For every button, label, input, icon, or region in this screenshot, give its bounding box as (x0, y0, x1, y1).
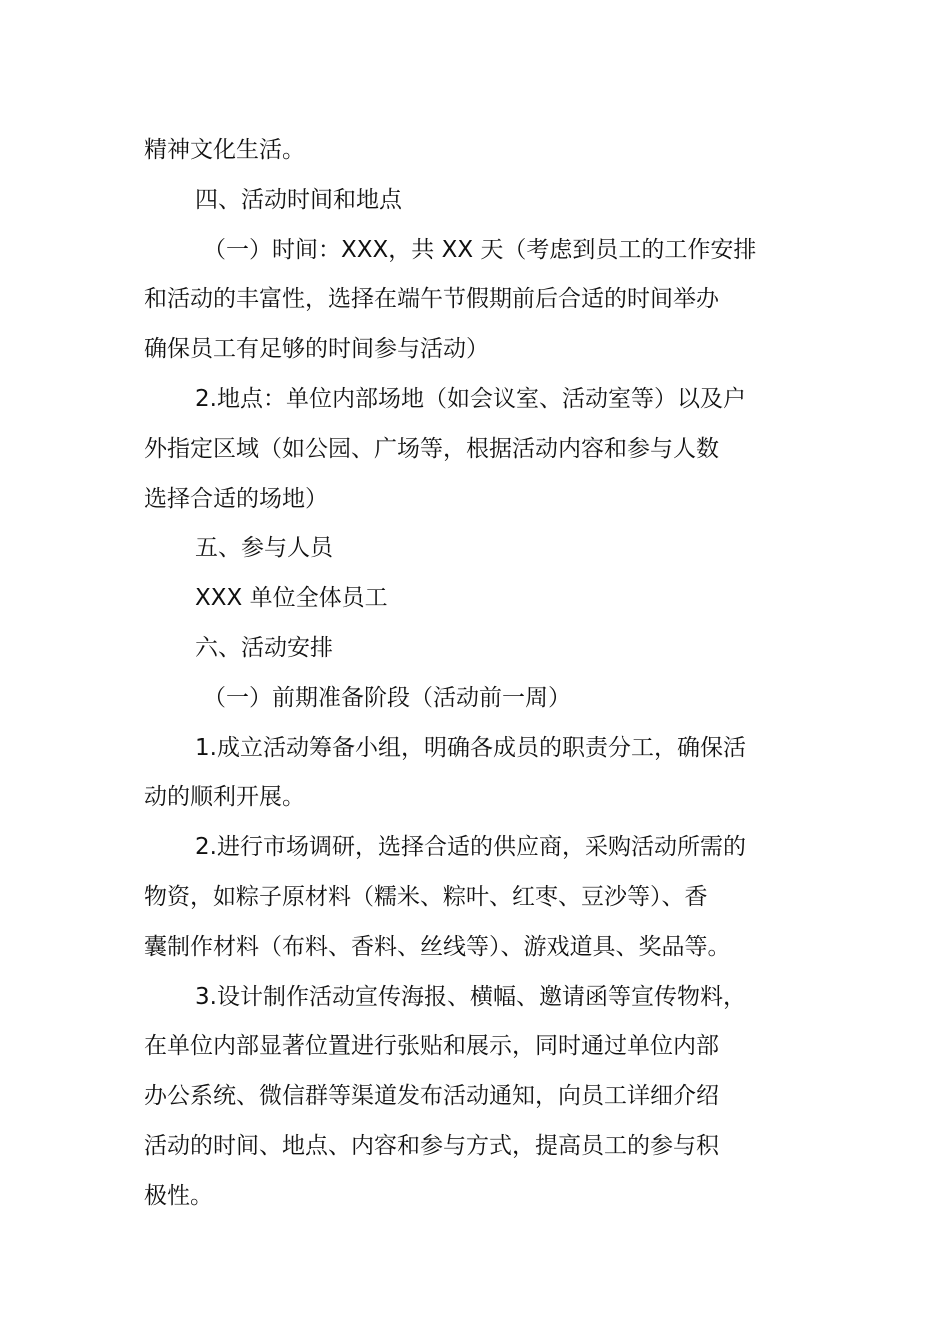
document-body (144, 126, 808, 1222)
text-line: 确保员工有足够的时间参与活动） (144, 336, 489, 363)
text-line: 在单位内部显著位置进行张贴和展示，同时通过单位内部 (144, 1033, 719, 1060)
section-heading-participants: 五、参与人员 (195, 535, 333, 562)
text-line: 1.成立活动筹备小组，明确各成员的职责分工，确保活 (195, 734, 746, 761)
text-line: 2.进行市场调研，选择合适的供应商，采购活动所需的 (195, 834, 746, 861)
section-heading-time-place: 四、活动时间和地点 (195, 186, 402, 213)
text-line: 动的顺利开展。 (144, 784, 305, 811)
text-line: XXX 单位全体员工 (195, 585, 388, 612)
text-line: 和活动的丰富性，选择在端午节假期前后合适的时间举办 (144, 286, 719, 313)
text-line: 精神文化生活。 (144, 137, 305, 163)
text-line: 囊制作材料（布料、香料、丝线等）、游戏道具、奖品等。 (144, 933, 731, 960)
text-line: 活动的时间、地点、内容和参与方式，提高员工的参与积 (144, 1132, 719, 1159)
text-line: （一）时间：XXX，共 XX 天（考虑到员工的工作安排 (203, 236, 757, 263)
text-line: 2.地点：单位内部场地（如会议室、活动室等）以及户 (195, 385, 746, 412)
text-line: 物资，如粽子原材料（糯米、粽叶、红枣、豆沙等）、香 (144, 883, 708, 910)
text-line: 外指定区域（如公园、广场等，根据活动内容和参与人数 (144, 435, 719, 462)
section-heading-arrangement: 六、活动安排 (195, 634, 333, 661)
subsection-heading-preparation: （一）前期准备阶段（活动前一周） (203, 684, 571, 711)
text-line: 极性。 (144, 1182, 213, 1209)
text-line: 选择合适的场地） (144, 485, 328, 512)
text-line: 3.设计制作活动宣传海报、横幅、邀请函等宣传物料， (195, 983, 746, 1010)
text-line: 办公系统、微信群等渠道发布活动通知，向员工详细介绍 (144, 1083, 719, 1110)
